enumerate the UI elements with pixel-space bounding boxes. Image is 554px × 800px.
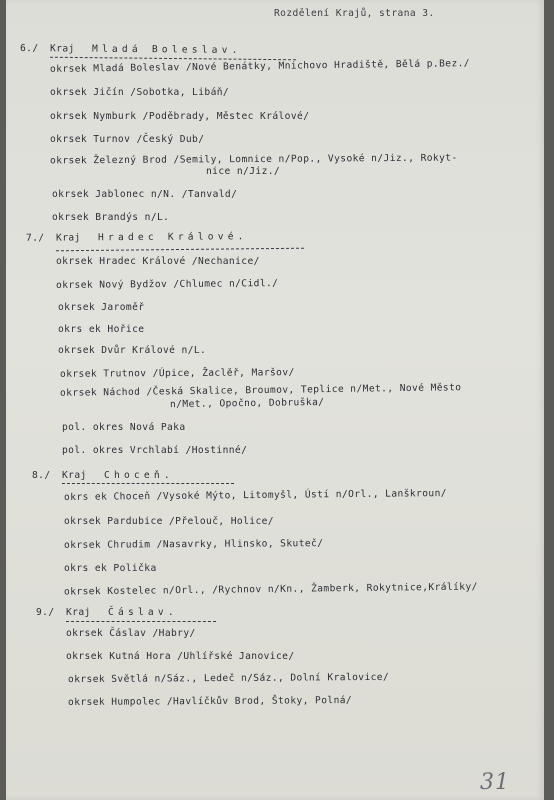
district-entry: okrsek Mladá Boleslav /Nové Benátky, Mnichovo Hradiště, Bělá p.Bez./ [49,58,471,75]
district-entry: okrs ek Hořice [58,324,145,335]
district-entry: okrsek Kostelec n/Orl., /Rychnov n/Kn., Žamberk, Rokytnice,Králíky/ [63,581,478,598]
region-underline [66,621,216,622]
region-number: 6./ [19,43,39,55]
region-name: Choceň. [104,470,174,481]
district-entry: okrsek Světlá n/Sáz., Ledeč n/Sáz., Dolní Kralovice/ [67,671,390,686]
district-entry: okrsek Jablonec n/N. /Tanvald/ [52,189,238,200]
region-underline [62,483,234,484]
region-heading-8 [32,470,174,481]
district-entry: okrsek Čáslav /Habry/ [66,628,196,639]
district-entry: okrsek Jaroměř [58,302,145,313]
district-entry: okrsek Hradec Králové /Nechanice/ [56,256,260,267]
region-kraj-label: Kraj [49,43,75,55]
district-entry: okrsek Kutná Hora /Uhlířské Janovice/ [66,651,295,662]
district-entry: okrsek Železný Brod /Semily, Lomnice n/Pop., Vysoké n/Jiz., Rokyt- [49,152,458,167]
district-entry-continuation: nice n/Jiz./ [206,166,281,177]
document-page [6,0,544,800]
region-heading-6 [20,43,242,56]
district-entry: okrsek Humpolec /Havlíčkův Brod, Štoky, Polná/ [67,695,353,708]
district-entry: pol. okres Vrchlabí /Hostinné/ [62,445,248,456]
region-number: 7./ [25,232,45,244]
district-entry: okrsek Dvůr Králové n/L. [58,345,207,356]
page-header: Rozdělení Krajů, strana 3. [274,8,435,19]
district-entry: okrsek Trutnov /Úpice, Žaclěř, Maršov/ [59,367,295,380]
region-heading-7 [26,231,248,244]
district-entry: pol. okres Nová Paka [62,422,186,433]
region-kraj-label: Kraj [62,470,87,481]
district-entry: okrsek Náchod /Česká Skalice, Broumov, Teplice n/Met., Nové Město [59,382,462,399]
district-entry-continuation: n/Met., Opočno, Dobruška/ [169,396,325,411]
page-number: 31 [480,770,510,795]
region-kraj-label: Kraj [55,232,81,244]
region-kraj-label: Kraj [66,607,91,618]
region-name: Čáslav. [108,607,178,618]
district-entry: okrsek Chrudim /Nasavrky, Hlinsko, Skuteč/ [63,538,324,551]
region-heading-9 [36,607,178,618]
region-name: Mladá Boleslav. [91,43,242,56]
district-entry: okrs ek Polička [64,563,157,574]
district-entry: okrsek Nový Bydžov /Chlumec n/Cidl./ [55,278,279,291]
region-underline [50,57,296,61]
district-entry: okrs ek Choceň /Vysoké Mýto, Litomyšl, Ústí n/Orl., Lanškroun/ [63,487,447,504]
region-name: Hradec Králové. [97,231,248,244]
region-number: 9./ [36,607,55,618]
region-underline [56,248,304,252]
district-entry: okrsek Turnov /Český Dub/ [50,134,205,145]
district-entry: okrsek Brandýs n/L. [52,212,170,223]
district-entry: okrsek Pardubice /Přelouč, Holice/ [64,516,274,527]
region-number: 8./ [32,470,51,481]
district-entry: okrsek Jičín /Sobotka, Libáň/ [50,87,230,98]
district-entry: okrsek Nymburk /Poděbrady, Městec Králové/ [50,111,310,122]
